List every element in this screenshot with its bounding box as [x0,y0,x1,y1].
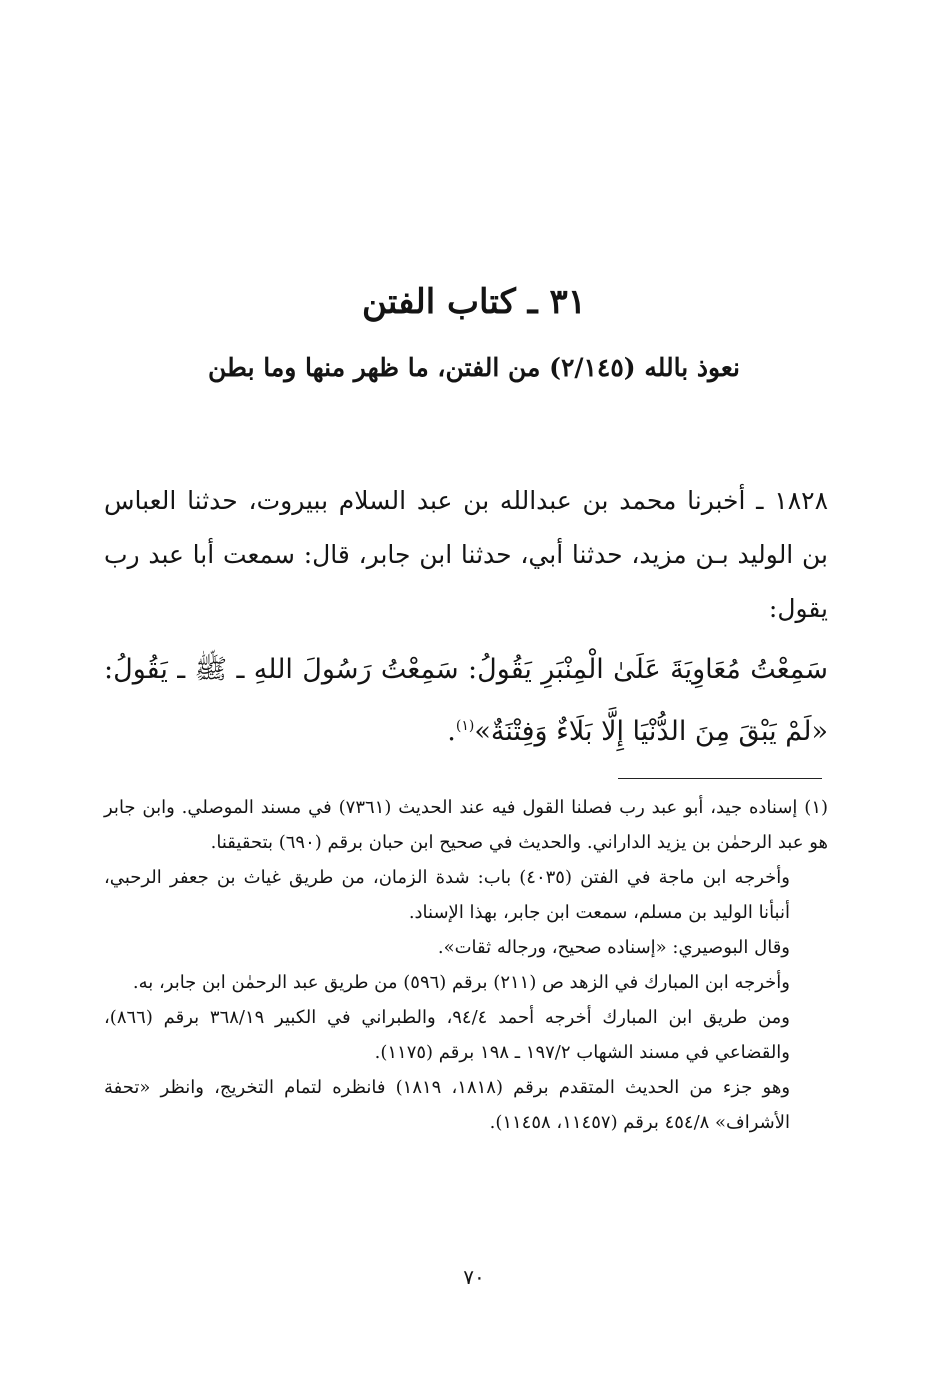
hadith-block [104,474,828,760]
chapter-subtitle: نعوذ بالله (٢/١٤٥) من الفتن، ما ظهر منها وما بطن [208,353,740,382]
footnote-paragraph: ومن طريق ابن المبارك أخرجه أحمد ٩٤/٤، والطبراني في الكبير ٣٦٨/١٩ برقم (٨٦٦)، والقضاعي في مسند الشهاب ١٩٧/٢ ـ ١٩٨ برقم (١١٧٥). [104,1007,790,1063]
chapter-title: ٣١ ـ كتاب الفتن [362,282,586,322]
hadith-end-mark: . [447,716,456,747]
hadith-matn: سَمِعْتُ مُعَاوِيَةَ عَلَىٰ الْمِنْبَرِ يَقُولُ: سَمِعْتُ رَسُولَ اللهِ ـ ﷺ ـ يَقُولُ: «لَمْ يَبْقَ مِنَ الدُّنْيَا إِلَّا بَلَاءٌ وَفِتْنَةٌ» [104,654,828,747]
footnotes-block [104,790,828,1140]
footnote-paragraph: (١) إسناده جيد، أبو عبد رب فصلنا القول فيه عند الحديث (٧٣٦١) في مسند الموصلي. وابن جابر هو عبد الرحمٰن بن يزيد الداراني. والحديث في صحيح ابن حبان برقم (٦٩٠) بتحقيقنا. [104,797,829,853]
footnote-paragraph: وهو جزء من الحديث المتقدم برقم (١٨١٨، ١٨١٩) فانظره لتمام التخريج، وانظر «تحفة الأشراف» ٤٥٤/٨ برقم (١١٤٥٧، ١١٤٥٨). [104,1077,791,1133]
page-number: ٧٠ [463,1265,485,1289]
footnote-marker[interactable]: (١) [455,718,475,734]
footnote-paragraph: وقال البوصيري: «إسناده صحيح، ورجاله ثقات». [437,937,790,958]
footnote-divider [618,778,822,779]
hadith-matn-paragraph [104,642,828,760]
footnote-paragraph: وأخرجه ابن ماجة في الفتن (٤٠٣٥) باب: شدة الزمان، من طريق غياث بن جعفر الرحبي، أنبأنا الوليد بن مسلم، سمعت ابن جابر، بهذا الإسناد. [104,867,790,923]
hadith-isnad: ١٨٢٨ ـ أخبرنا محمد بن عبدالله بن عبد السلام ببيروت، حدثنا العباس بن الوليد بـن مزيد، حدثنا أبي، حدثنا ابن جابر، قال: سمعت أبا عبد رب يقول: [104,486,828,623]
footnote-paragraph: وأخرجه ابن المبارك في الزهد ص (٢١١) برقم (٥٩٦) من طريق عبد الرحمٰن ابن جابر، به. [132,972,790,993]
